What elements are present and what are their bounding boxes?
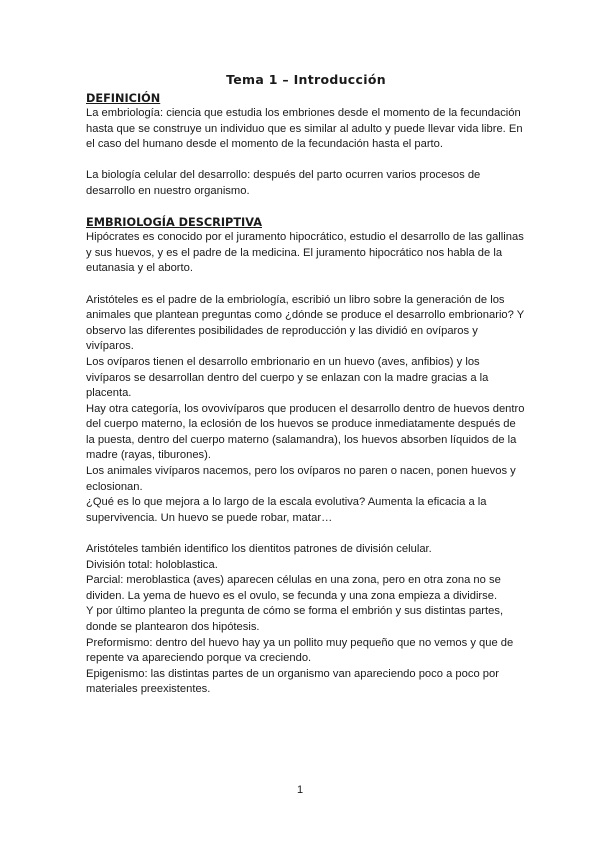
document-title: Tema 1 – Introducción	[226, 72, 386, 87]
paragraph: Hipócrates es conocido por el juramento hipocrático, estudio el desarrollo de las gallinas y sus huevos, y es el padre de la medicina. El juramento hipocrático nos habla de la eutanasia y el aborto.	[86, 231, 524, 275]
paragraph: Epigenismo: las distintas partes de un organismo van apareciendo poco a poco por materiales preexistentes.	[86, 667, 499, 696]
paragraph: Los animales vivíparos nacemos, pero los ovíparos no paren o nacen, ponen huevos y eclosionan.	[86, 465, 516, 493]
section-heading-definicion: DEFINICIÓN	[86, 92, 161, 105]
paragraph: ¿Qué es lo que mejora a lo largo de la escala evolutiva? Aumenta la eficacia a la supervivencia. Un huevo se puede robar, matar…	[86, 496, 487, 524]
paragraph: Y por último planteo la pregunta de cómo se forma el embrión y sus distintas partes, donde se plantearon dos hipótesis.	[86, 605, 504, 633]
page-number: 1	[296, 784, 304, 796]
paragraph: Preformismo: dentro del huevo hay ya un pollito muy pequeño que no vemos y que de repente va apareciendo porque va creciendo.	[86, 636, 514, 665]
paragraph: División total: holoblastica.	[86, 558, 218, 571]
section-heading-embriologia-descriptiva: EMBRIOLOGÍA DESCRIPTIVA	[86, 216, 262, 230]
paragraph: Los ovíparos tienen el desarrollo embrionario en un huevo (aves, anfibios) y los vivíparos se desarrollan dentro del cuerpo y se enlazan con la madre gracias a la placenta.	[86, 355, 489, 400]
paragraph: La biología celular del desarrollo: después del parto ocurren varios procesos de desarrollo en nuestro organismo.	[86, 169, 481, 197]
paragraph: La embriología: ciencia que estudia los embriones desde el momento de la fecundación hasta que se construye un individuo que es similar al adulto y puede llevar vida libre. En el caso del humano desde el momento de la fecundación hasta el parto.	[86, 107, 523, 151]
paragraph: Hay otra categoría, los ovovivíparos que producen el desarrollo dentro de huevos dentro del cuerpo materno, la eclosión de los huevos se produce inmediatamente después de la puesta, dentro del cuerpo materno (salamandra), los huevos absorben líquidos de la madre (rayas, tiburones).	[86, 402, 525, 462]
document-page	[86, 72, 526, 698]
paragraph: Aristóteles también identifico los dientitos patrones de división celular.	[86, 543, 432, 556]
paragraph: Aristóteles es el padre de la embriología, escribió un libro sobre la generación de los animales que plantean preguntas como ¿dónde se produce el desarrollo embrionario? Y observo las diferentes posibilidades de reproducción y las dividió en ovíparos y vivíparos.	[86, 293, 525, 353]
paragraph: Parcial: meroblastica (aves) aparecen células en una zona, pero en otra zona no se dividen. La yema de huevo es el ovulo, se fecunda y una zona empieza a dividirse.	[86, 574, 501, 602]
